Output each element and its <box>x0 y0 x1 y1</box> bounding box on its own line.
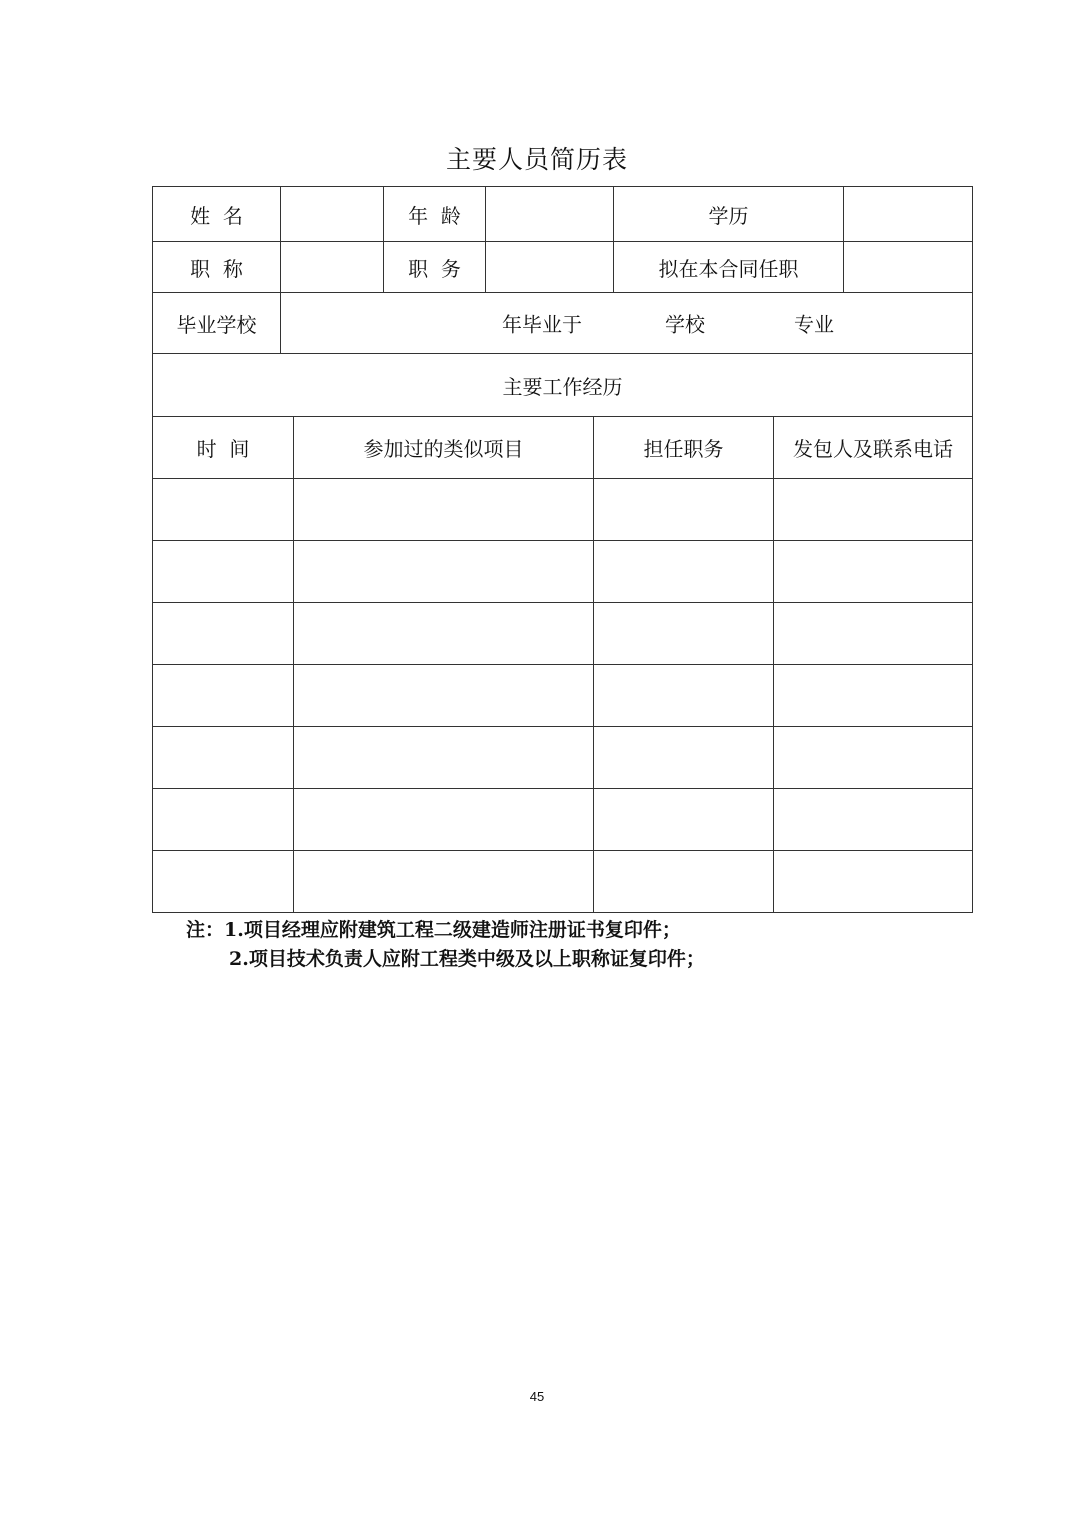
age-value-cell[interactable] <box>486 187 614 242</box>
time-cell[interactable] <box>153 851 294 913</box>
column-header-project: 参加过的类似项目 <box>294 417 594 479</box>
graduation-year-suffix: 年毕业于 <box>502 312 582 337</box>
column-header-time: 时 间 <box>153 417 294 479</box>
role-cell[interactable] <box>594 665 774 727</box>
name-value-cell[interactable] <box>281 187 384 242</box>
note-line-2: 2.项目技术负责人应附工程类中级及以上职称证复印件； <box>229 948 705 970</box>
column-header-client-contact: 发包人及联系电话 <box>774 417 973 479</box>
work-history-table <box>152 416 973 913</box>
time-cell[interactable] <box>153 541 294 603</box>
position-label: 职 务 <box>384 242 486 293</box>
work-history-heading-row <box>153 354 973 417</box>
time-cell[interactable] <box>153 727 294 789</box>
table-row <box>153 851 973 913</box>
note-line-1: 注：1.项目经理应附建筑工程二级建造师注册证书复印件； <box>186 919 681 941</box>
role-cell[interactable] <box>594 789 774 851</box>
title-label: 职 称 <box>153 242 281 293</box>
position-value-cell[interactable] <box>486 242 614 293</box>
contact-cell[interactable] <box>774 541 973 603</box>
notes <box>186 916 705 974</box>
contact-cell[interactable] <box>774 789 973 851</box>
personal-info-table <box>152 186 973 417</box>
project-cell[interactable] <box>294 603 594 665</box>
table-row <box>153 727 973 789</box>
graduation-row <box>153 293 973 354</box>
work-history-heading: 主要工作经历 <box>153 354 973 417</box>
table-row <box>153 665 973 727</box>
table-row <box>153 479 973 541</box>
graduation-detail-cell[interactable] <box>281 293 973 354</box>
age-label: 年 龄 <box>384 187 486 242</box>
project-cell[interactable] <box>294 789 594 851</box>
table-row <box>153 789 973 851</box>
time-cell[interactable] <box>153 479 294 541</box>
education-value-cell[interactable] <box>844 187 973 242</box>
table-row <box>153 541 973 603</box>
contact-cell[interactable] <box>774 727 973 789</box>
project-cell[interactable] <box>294 727 594 789</box>
contact-cell[interactable] <box>774 479 973 541</box>
proposed-role-value-cell[interactable] <box>844 242 973 293</box>
role-cell[interactable] <box>594 851 774 913</box>
work-history-header-row <box>153 417 973 479</box>
page-title: 主要人员简历表 <box>445 145 628 174</box>
project-cell[interactable] <box>294 479 594 541</box>
project-cell[interactable] <box>294 541 594 603</box>
role-cell[interactable] <box>594 603 774 665</box>
time-cell[interactable] <box>153 789 294 851</box>
role-cell[interactable] <box>594 727 774 789</box>
title-value-cell[interactable] <box>281 242 384 293</box>
contact-cell[interactable] <box>774 665 973 727</box>
time-cell[interactable] <box>153 603 294 665</box>
info-row-1 <box>153 187 973 242</box>
name-label: 姓 名 <box>153 187 281 242</box>
info-row-2 <box>153 242 973 293</box>
contact-cell[interactable] <box>774 603 973 665</box>
time-cell[interactable] <box>153 665 294 727</box>
education-label: 学历 <box>614 187 844 242</box>
graduation-major-suffix: 专业 <box>794 312 834 337</box>
role-cell[interactable] <box>594 541 774 603</box>
graduation-school-suffix: 学校 <box>665 312 705 337</box>
column-header-role: 担任职务 <box>594 417 774 479</box>
table-row <box>153 603 973 665</box>
page-number: 45 <box>529 1389 545 1404</box>
project-cell[interactable] <box>294 851 594 913</box>
proposed-role-label: 拟在本合同任职 <box>614 242 844 293</box>
project-cell[interactable] <box>294 665 594 727</box>
contact-cell[interactable] <box>774 851 973 913</box>
role-cell[interactable] <box>594 479 774 541</box>
school-label: 毕业学校 <box>153 293 281 354</box>
